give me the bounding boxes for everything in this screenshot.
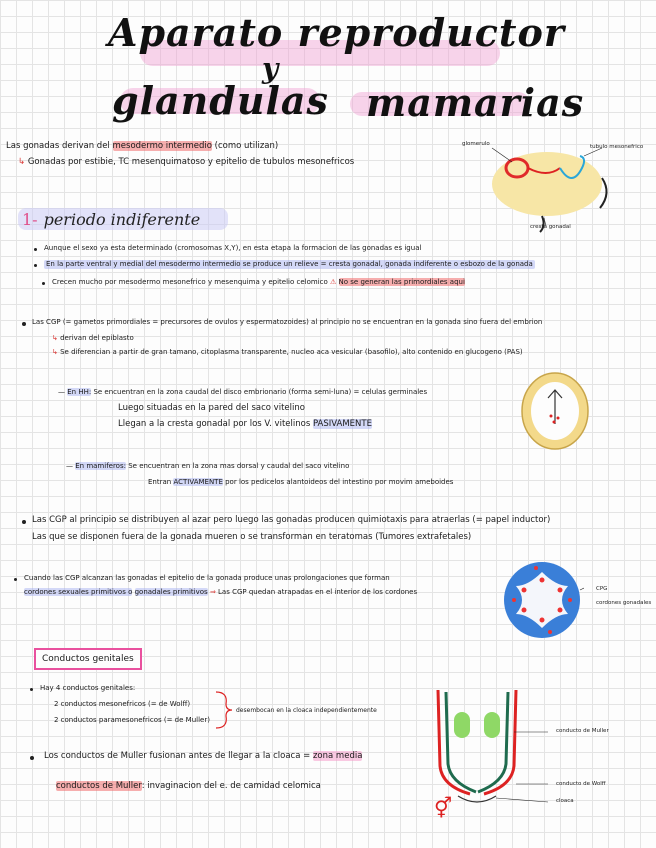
- warning-icon: ⚠: [330, 278, 339, 286]
- conductos-box: Conductos genitales: [34, 648, 142, 670]
- conductos-text: : invaginacion del e. de camidad celomica: [141, 781, 321, 791]
- humans-heading: En HH:: [67, 388, 92, 396]
- yolk-sac-figure: [518, 370, 592, 452]
- intro-highlight: mesodermo intermedio: [112, 141, 212, 151]
- humans-highlight: PASIVAMENTE: [312, 419, 372, 429]
- page-title-connector: y: [262, 52, 280, 85]
- muller-duct-right: [478, 692, 508, 792]
- conductos-fusion: [44, 752, 362, 761]
- dash-icon: —: [66, 462, 76, 470]
- fig1-label-glomerulo: glomerulo: [462, 141, 490, 147]
- conductos-muller: [56, 782, 321, 791]
- bullet-b1: Las CGP al principio se distribuyen al azar pero luego las gonadas producen quimiotaxis para atraerlas (= papel inductor): [32, 515, 551, 525]
- intro-line2: [18, 158, 354, 167]
- pointer-line: [492, 148, 512, 162]
- arrow-icon: ↳: [18, 157, 28, 167]
- page-title-line2: glandulas: [112, 78, 329, 123]
- mammals-text: Se encuentran en la zona mas dorsal y caudal del saco vitelino: [128, 462, 350, 470]
- intro-text: Gonadas por estibie, TC mesenquimatoso y epitelio de tubulos mesonefricos: [27, 157, 355, 167]
- embryo-section-figure: [462, 138, 656, 238]
- conductos-item1: 2 conductos mesonefricos (= de Wolff): [54, 700, 191, 708]
- bullet-a2: En la parte ventral y medial del mesodermo intermedio se produce un relieve = cresta gonadal, gonada indiferente o esbozo de la gonada: [46, 260, 533, 268]
- cloaca-shape: [458, 796, 496, 802]
- conductos-highlight: zona media: [312, 751, 363, 761]
- intro-line1: [6, 142, 278, 151]
- fig1-label-cresta: cresta gonadal: [530, 224, 571, 230]
- arrow-icon: ↳: [52, 334, 61, 342]
- fig4-label-muller: conducto de Muller: [556, 728, 609, 734]
- page-title-line1: Aparato reproductor: [108, 10, 565, 55]
- conductos-text: Los conductos de Muller fusionan antes de llegar a la cloaca =: [44, 751, 311, 761]
- gonad-left-shape: [454, 712, 470, 738]
- mammals-text: por los pedicelos alantoideos del intestino por movim ameboides: [225, 478, 454, 486]
- section-title: periodo indiferente: [43, 210, 201, 229]
- fig4-label-cloaca: cloaca: [556, 798, 574, 804]
- mammals-line1: [66, 462, 349, 471]
- bullet-a3: [52, 278, 465, 287]
- section-heading: [22, 210, 200, 229]
- mammals-highlight: ACTIVAMENTE: [173, 478, 223, 486]
- cgp-arrow1: [52, 334, 134, 343]
- dash-icon: —: [58, 388, 68, 396]
- conductos-item2: 2 conductos paramesonefricos (= de Muller): [54, 716, 210, 724]
- intro-text: (como utilizan): [214, 141, 279, 151]
- arrow-icon: ↳: [52, 348, 61, 356]
- humans-line1: [58, 388, 427, 397]
- muller-duct-left: [446, 692, 476, 792]
- cordones-highlight: cordones sexuales primitivos o: [24, 588, 133, 596]
- cgp-text: derivan del epiblasto: [60, 334, 134, 342]
- mammals-heading: En mamiferos:: [75, 462, 126, 470]
- cgp-arrow2: [52, 348, 523, 357]
- humans-text: Se encuentran en la zona caudal del disco embrionario (forma semi-luna) = celulas germinales: [93, 388, 428, 396]
- sex-symbol-icon: ⚥: [434, 796, 453, 820]
- bullet-text: Crecen mucho por mesodermo mesonefrico y mesenquima y epitelio celomico: [52, 278, 328, 286]
- cordones-highlight: gonadales primitivos: [134, 588, 208, 596]
- mammals-line2: [148, 478, 453, 487]
- humans-line2: Luego situadas en la pared del saco vitelino: [118, 403, 305, 413]
- cgp-line1: Las CGP (= gametos primordiales = precursores de ovulos y espermatozoides) al principio no se encuentran en la gonada sino fuera del embrion: [32, 318, 543, 326]
- conductos-intro: Hay 4 conductos genitales:: [40, 684, 136, 692]
- bullet-a1: Aunque el sexo ya esta determinado (cromosomas X,Y), en esta etapa la formacion de las gonadas es igual: [44, 244, 422, 252]
- conductos-brace-note: desembocan en la cloaca independientemente: [236, 707, 377, 714]
- section-number: 1-: [22, 210, 38, 229]
- cordones-text: Las CGP quedan atrapadas en el interior de los cordones: [218, 588, 418, 596]
- arrow-icon: ⇒: [209, 588, 219, 596]
- mammals-text: Entran: [148, 478, 172, 486]
- humans-text: Llegan a la cresta gonadal por los V. vitelinos: [118, 419, 311, 429]
- cgp-text: Se diferencian a partir de gran tamano, citoplasma transparente, nucleo aca vesicular (basofilo), alto contenido en glucogeno (PAS): [60, 348, 523, 356]
- warning-text: No se generan las primordiales aqui: [338, 278, 465, 286]
- fig4-label-wolff: conducto de Wolff: [556, 781, 606, 787]
- gonad-right-shape: [484, 712, 500, 738]
- humans-line3: [118, 420, 372, 429]
- brace-figure: [214, 690, 234, 730]
- brace-shape: [216, 692, 232, 728]
- page-title-line3: mamarias: [366, 80, 585, 125]
- gonad-section-figure: [500, 558, 584, 642]
- bullet-b2: Las que se disponen fuera de la gonada mueren o se transforman en teratomas (Tumores extrafetales): [32, 532, 472, 542]
- cordones-line1: Cuando las CGP alcanzan las gonadas el epitelio de la gonada produce unas prolongaciones que forman: [24, 574, 390, 582]
- cordones-line2: [24, 588, 417, 597]
- fig1-label-tubulo: tubulo mesonefrico: [590, 144, 644, 150]
- intro-text: Las gonadas derivan del: [6, 141, 110, 151]
- conductos-highlight: conductos de Muller: [56, 781, 142, 791]
- fig3-label-cpg: CPG: [596, 586, 608, 592]
- fig3-label-cordones: cordones gonadales: [596, 600, 652, 606]
